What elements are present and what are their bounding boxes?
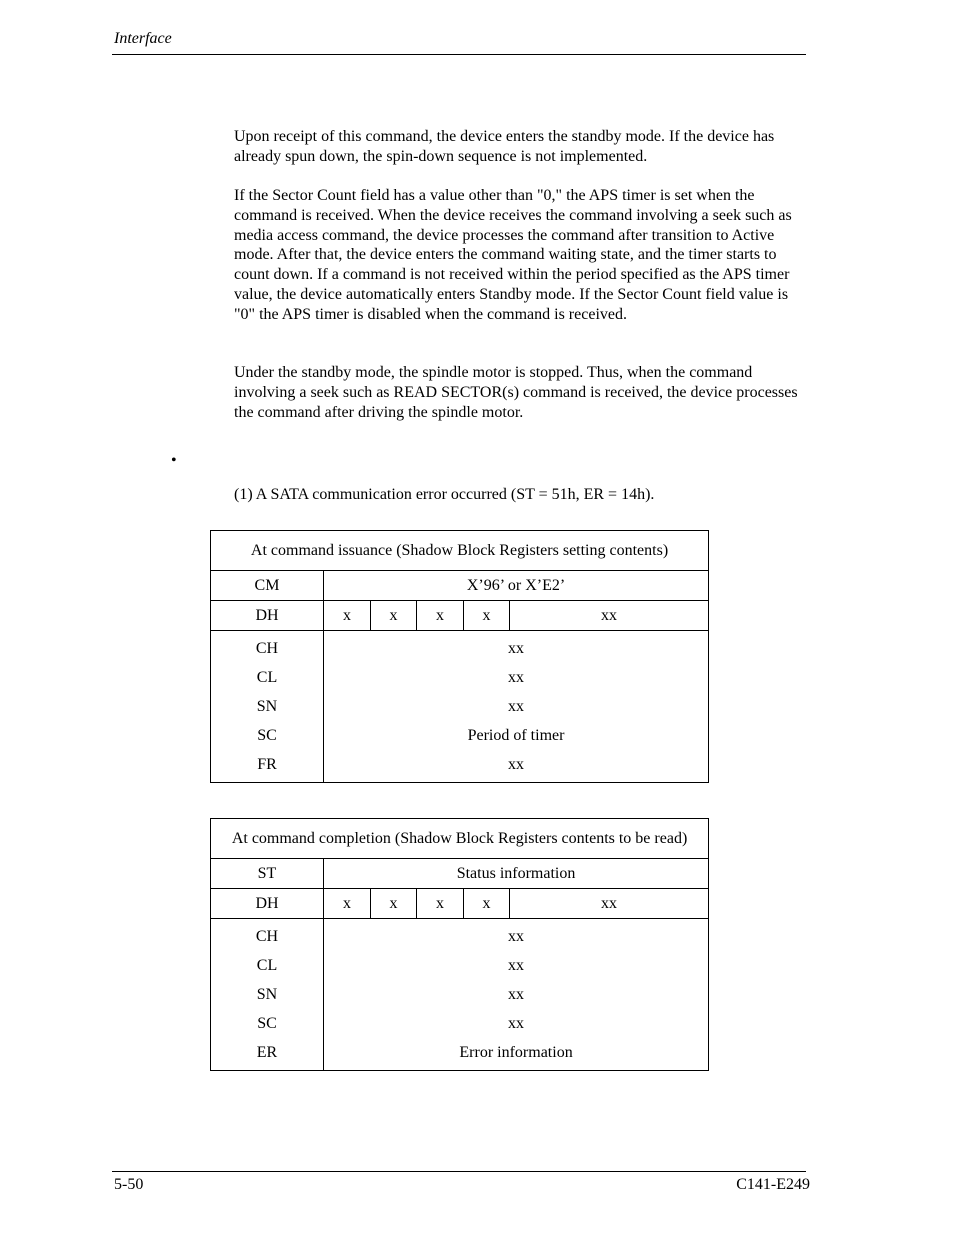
register-label-sc: SC xyxy=(257,1015,277,1032)
register-value-er: Error information xyxy=(459,1044,573,1061)
register-value-fr: xx xyxy=(508,756,525,773)
paragraph-aps-timer: If the Sector Count field has a value other than "0," the APS timer is set when the command is received. When the device receives the command involving a seek such as media access command, the device processes the command after transition to Active mode. After that, the device enters the command waiting state, and the timer starts to count down. If a command is not received within the period specified as the APS timer value, the device automatically enters Standby mode. If the Sector Count field value is "0" the APS timer is disabled when the command is received. xyxy=(234,187,792,323)
register-value-sc: xx xyxy=(508,1015,525,1032)
register-label-fr: FR xyxy=(257,756,277,773)
table-caption: At command completion (Shadow Block Registers contents to be read) xyxy=(211,819,709,859)
register-value-ch: xx xyxy=(508,640,525,657)
register-value-cl: xx xyxy=(508,957,525,974)
register-label-ch: CH xyxy=(255,640,279,657)
register-label-ch: CH xyxy=(255,928,279,945)
register-value-st: Status information xyxy=(324,859,709,889)
register-label-st: ST xyxy=(211,859,324,889)
dh-bit: x xyxy=(464,601,510,631)
dh-bit: x xyxy=(324,889,371,919)
completion-register-table xyxy=(210,818,709,1071)
bullet-marker: • xyxy=(171,452,177,469)
register-value-sn: xx xyxy=(508,698,525,715)
register-value-dh: xx xyxy=(510,601,709,631)
footer-rule xyxy=(112,1171,806,1172)
register-value-sn: xx xyxy=(508,986,525,1003)
dh-bit: x xyxy=(371,601,417,631)
dh-bit: x xyxy=(417,889,464,919)
register-label-stack xyxy=(211,919,324,1071)
register-label-cm: CM xyxy=(211,571,324,601)
register-value-cm: X’96’ or X’E2’ xyxy=(324,571,709,601)
running-header: Interface xyxy=(114,30,172,47)
dh-bit: x xyxy=(417,601,464,631)
register-label-cl: CL xyxy=(256,669,278,686)
header-rule xyxy=(112,54,806,55)
register-label-dh: DH xyxy=(211,889,324,919)
table-caption: At command issuance (Shadow Block Registers setting contents) xyxy=(211,531,709,571)
register-value-cl: xx xyxy=(508,669,525,686)
register-label-sc: SC xyxy=(257,727,277,744)
dh-bit: x xyxy=(464,889,510,919)
register-label-cl: CL xyxy=(256,957,278,974)
register-value-stack xyxy=(324,631,709,783)
register-value-stack xyxy=(324,919,709,1071)
page-number: 5-50 xyxy=(114,1176,144,1193)
register-label-sn: SN xyxy=(256,986,278,1003)
register-value-sc: Period of timer xyxy=(467,727,565,744)
register-value-ch: xx xyxy=(508,928,525,945)
error-list-item: (1) A SATA communication error occurred (ST = 51h, ER = 14h). xyxy=(234,486,655,503)
dh-bit: x xyxy=(324,601,371,631)
register-label-er: ER xyxy=(256,1044,278,1061)
register-label-stack xyxy=(211,631,324,783)
issuance-register-table xyxy=(210,530,709,783)
register-label-dh: DH xyxy=(211,601,324,631)
paragraph-standby-receipt: Upon receipt of this command, the device enters the standby mode. If the device has already spun down, the spin-down sequence is not implemented. xyxy=(234,128,775,165)
dh-bit: x xyxy=(371,889,417,919)
register-value-dh: xx xyxy=(510,889,709,919)
paragraph-spindle-motor: Under the standby mode, the spindle motor is stopped. Thus, when the command involving a seek such as READ SECTOR(s) command is received, the device processes the command after driving the spindle motor. xyxy=(234,364,798,421)
document-id: C141-E249 xyxy=(736,1176,810,1193)
register-label-sn: SN xyxy=(256,698,278,715)
